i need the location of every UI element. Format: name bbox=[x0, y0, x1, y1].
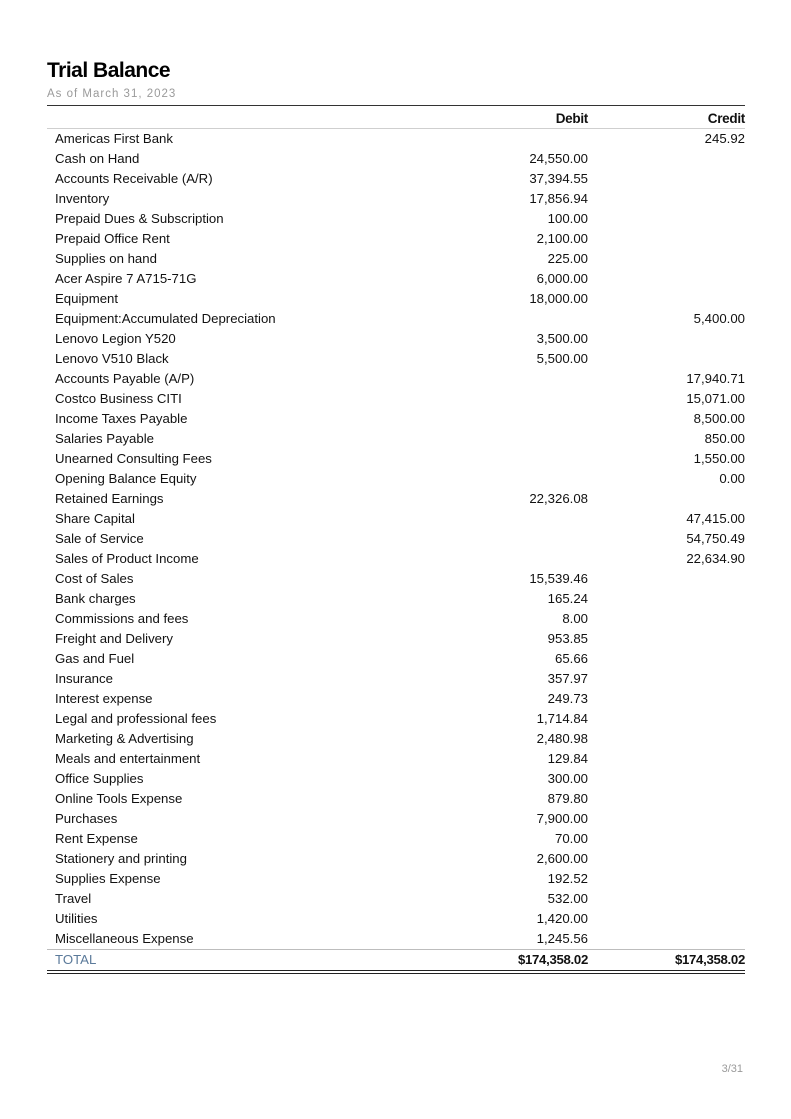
table-row bbox=[47, 389, 745, 409]
credit-amount bbox=[588, 269, 745, 289]
credit-amount: 0.00 bbox=[719, 471, 745, 486]
credit-amount: 54,750.49 bbox=[686, 531, 745, 546]
table-row bbox=[47, 729, 745, 749]
table-row bbox=[47, 849, 745, 869]
account-name: Lenovo Legion Y520 bbox=[55, 331, 176, 346]
debit-amount: 1,420.00 bbox=[536, 911, 588, 926]
debit-amount: 17,856.94 bbox=[529, 191, 588, 206]
debit-amount: 953.85 bbox=[547, 631, 588, 646]
credit-amount bbox=[588, 909, 745, 929]
account-name: Bank charges bbox=[55, 591, 136, 606]
credit-amount bbox=[588, 769, 745, 789]
debit-amount bbox=[439, 429, 588, 449]
debit-amount: 129.84 bbox=[547, 751, 588, 766]
credit-amount bbox=[588, 809, 745, 829]
credit-amount bbox=[588, 649, 745, 669]
credit-amount: 47,415.00 bbox=[686, 511, 745, 526]
debit-amount: 225.00 bbox=[547, 251, 588, 266]
account-name: Share Capital bbox=[55, 511, 135, 526]
account-name: Cash on Hand bbox=[55, 151, 140, 166]
table-row bbox=[47, 329, 745, 349]
debit-amount: 879.80 bbox=[547, 791, 588, 806]
table-row bbox=[47, 629, 745, 649]
account-name: Americas First Bank bbox=[55, 131, 173, 146]
debit-amount: 1,245.56 bbox=[536, 931, 588, 946]
debit-amount: 15,539.46 bbox=[529, 571, 588, 586]
account-name: Online Tools Expense bbox=[55, 791, 183, 806]
account-name: Marketing & Advertising bbox=[55, 731, 194, 746]
table-row bbox=[47, 909, 745, 929]
table-row bbox=[47, 509, 745, 529]
credit-amount bbox=[588, 209, 745, 229]
debit-amount bbox=[439, 449, 588, 469]
table-row bbox=[47, 569, 745, 589]
debit-column-header: Debit bbox=[439, 106, 588, 129]
table-row bbox=[47, 449, 745, 469]
table-row bbox=[47, 209, 745, 229]
debit-amount: 2,100.00 bbox=[536, 231, 588, 246]
credit-amount bbox=[588, 229, 745, 249]
table-row bbox=[47, 469, 745, 489]
account-name: Meals and entertainment bbox=[55, 751, 201, 766]
debit-amount: 8.00 bbox=[562, 611, 588, 626]
credit-amount bbox=[588, 789, 745, 809]
account-name: Prepaid Dues & Subscription bbox=[55, 211, 224, 226]
debit-amount bbox=[439, 529, 588, 549]
table-row bbox=[47, 749, 745, 769]
credit-amount bbox=[588, 929, 745, 950]
debit-amount: 2,480.98 bbox=[536, 731, 588, 746]
debit-amount bbox=[439, 469, 588, 489]
debit-amount bbox=[439, 389, 588, 409]
credit-amount bbox=[588, 849, 745, 869]
total-debit: $174,358.02 bbox=[439, 950, 588, 973]
table-row bbox=[47, 709, 745, 729]
total-row bbox=[47, 950, 745, 973]
trial-balance-table bbox=[47, 105, 745, 974]
table-row bbox=[47, 689, 745, 709]
account-name: Rent Expense bbox=[55, 831, 138, 846]
account-name: Supplies on hand bbox=[55, 251, 157, 266]
debit-amount: 300.00 bbox=[547, 771, 588, 786]
table-row bbox=[47, 269, 745, 289]
debit-amount: 7,900.00 bbox=[536, 811, 588, 826]
debit-amount: 5,500.00 bbox=[536, 351, 588, 366]
account-name: Prepaid Office Rent bbox=[55, 231, 170, 246]
table-row bbox=[47, 609, 745, 629]
account-column-header bbox=[47, 106, 439, 129]
credit-amount: 17,940.71 bbox=[686, 371, 745, 386]
account-name: Lenovo V510 Black bbox=[55, 351, 169, 366]
account-name: Cost of Sales bbox=[55, 571, 134, 586]
account-name: Supplies Expense bbox=[55, 871, 161, 886]
credit-amount bbox=[588, 609, 745, 629]
debit-amount: 532.00 bbox=[547, 891, 588, 906]
table-row bbox=[47, 889, 745, 909]
credit-amount: 245.92 bbox=[704, 131, 745, 146]
credit-amount bbox=[588, 169, 745, 189]
table-row bbox=[47, 649, 745, 669]
page-number: 3/31 bbox=[721, 1063, 743, 1075]
account-name: Equipment bbox=[55, 291, 119, 306]
table-row bbox=[47, 369, 745, 389]
table-row bbox=[47, 869, 745, 889]
table-row bbox=[47, 429, 745, 449]
credit-amount bbox=[588, 149, 745, 169]
credit-amount bbox=[588, 569, 745, 589]
credit-amount bbox=[588, 669, 745, 689]
table-row bbox=[47, 829, 745, 849]
credit-amount: 5,400.00 bbox=[693, 311, 745, 326]
account-name: Travel bbox=[55, 891, 92, 906]
table-row bbox=[47, 129, 745, 150]
account-name: Commissions and fees bbox=[55, 611, 189, 626]
account-name: Interest expense bbox=[55, 691, 153, 706]
credit-amount: 22,634.90 bbox=[686, 551, 745, 566]
table-row bbox=[47, 289, 745, 309]
credit-amount: 1,550.00 bbox=[693, 451, 745, 466]
table-row bbox=[47, 769, 745, 789]
debit-amount: 2,600.00 bbox=[536, 851, 588, 866]
credit-amount bbox=[588, 689, 745, 709]
debit-amount: 100.00 bbox=[547, 211, 588, 226]
credit-amount: 850.00 bbox=[704, 431, 745, 446]
table-row bbox=[47, 189, 745, 209]
debit-amount: 18,000.00 bbox=[529, 291, 588, 306]
table-row bbox=[47, 529, 745, 549]
account-name: Utilities bbox=[55, 911, 98, 926]
debit-amount bbox=[439, 409, 588, 429]
debit-amount bbox=[439, 309, 588, 329]
credit-amount bbox=[588, 829, 745, 849]
credit-amount bbox=[588, 489, 745, 509]
account-name: Accounts Payable (A/P) bbox=[55, 371, 195, 386]
credit-amount bbox=[588, 349, 745, 369]
credit-amount bbox=[588, 729, 745, 749]
report-page bbox=[47, 58, 745, 974]
credit-amount bbox=[588, 709, 745, 729]
account-name: Costco Business CITI bbox=[55, 391, 182, 406]
table-row bbox=[47, 549, 745, 569]
credit-column-header: Credit bbox=[588, 106, 745, 129]
debit-amount: 192.52 bbox=[547, 871, 588, 886]
account-name: Miscellaneous Expense bbox=[55, 931, 194, 946]
account-name: Inventory bbox=[55, 191, 110, 206]
debit-amount bbox=[439, 509, 588, 529]
table-header-row bbox=[47, 106, 745, 129]
table-row bbox=[47, 229, 745, 249]
debit-amount: 37,394.55 bbox=[529, 171, 588, 186]
account-name: Sale of Service bbox=[55, 531, 144, 546]
debit-amount: 22,326.08 bbox=[529, 491, 588, 506]
account-name: Insurance bbox=[55, 671, 113, 686]
table-row bbox=[47, 669, 745, 689]
table-row bbox=[47, 249, 745, 269]
debit-amount bbox=[439, 549, 588, 569]
account-name: Equipment:Accumulated Depreciation bbox=[55, 311, 276, 326]
account-name: Retained Earnings bbox=[55, 491, 164, 506]
table-row bbox=[47, 149, 745, 169]
debit-amount bbox=[439, 129, 588, 150]
credit-amount: 15,071.00 bbox=[686, 391, 745, 406]
table-row bbox=[47, 929, 745, 950]
credit-amount: 8,500.00 bbox=[693, 411, 745, 426]
account-name: Gas and Fuel bbox=[55, 651, 135, 666]
account-name: Acer Aspire 7 A715-71G bbox=[55, 271, 197, 286]
account-name: Sales of Product Income bbox=[55, 551, 199, 566]
debit-amount: 357.97 bbox=[547, 671, 588, 686]
debit-amount: 65.66 bbox=[554, 651, 588, 666]
account-name: Stationery and printing bbox=[55, 851, 187, 866]
debit-amount: 249.73 bbox=[547, 691, 588, 706]
account-name: Opening Balance Equity bbox=[55, 471, 197, 486]
report-date: As of March 31, 2023 bbox=[47, 88, 177, 100]
total-label: TOTAL bbox=[47, 950, 439, 973]
debit-amount bbox=[439, 369, 588, 389]
credit-amount bbox=[588, 589, 745, 609]
debit-amount: 24,550.00 bbox=[529, 151, 588, 166]
table-row bbox=[47, 489, 745, 509]
debit-amount: 70.00 bbox=[554, 831, 588, 846]
debit-amount: 6,000.00 bbox=[536, 271, 588, 286]
table-row bbox=[47, 589, 745, 609]
debit-amount: 165.24 bbox=[547, 591, 588, 606]
table-row bbox=[47, 409, 745, 429]
table-row bbox=[47, 809, 745, 829]
credit-amount bbox=[588, 329, 745, 349]
credit-amount bbox=[588, 189, 745, 209]
account-name: Office Supplies bbox=[55, 771, 144, 786]
account-name: Accounts Receivable (A/R) bbox=[55, 171, 213, 186]
account-name: Unearned Consulting Fees bbox=[55, 451, 212, 466]
table-body bbox=[47, 129, 745, 950]
debit-amount: 3,500.00 bbox=[536, 331, 588, 346]
account-name: Legal and professional fees bbox=[55, 711, 217, 726]
credit-amount bbox=[588, 749, 745, 769]
credit-amount bbox=[588, 869, 745, 889]
debit-amount: 1,714.84 bbox=[536, 711, 588, 726]
account-name: Purchases bbox=[55, 811, 118, 826]
table-row bbox=[47, 789, 745, 809]
credit-amount bbox=[588, 289, 745, 309]
credit-amount bbox=[588, 629, 745, 649]
account-name: Salaries Payable bbox=[55, 431, 154, 446]
report-title: Trial Balance bbox=[47, 59, 171, 82]
account-name: Freight and Delivery bbox=[55, 631, 174, 646]
credit-amount bbox=[588, 249, 745, 269]
total-credit: $174,358.02 bbox=[588, 950, 745, 973]
table-row bbox=[47, 349, 745, 369]
table-row bbox=[47, 169, 745, 189]
table-row bbox=[47, 309, 745, 329]
credit-amount bbox=[588, 889, 745, 909]
account-name: Income Taxes Payable bbox=[55, 411, 188, 426]
